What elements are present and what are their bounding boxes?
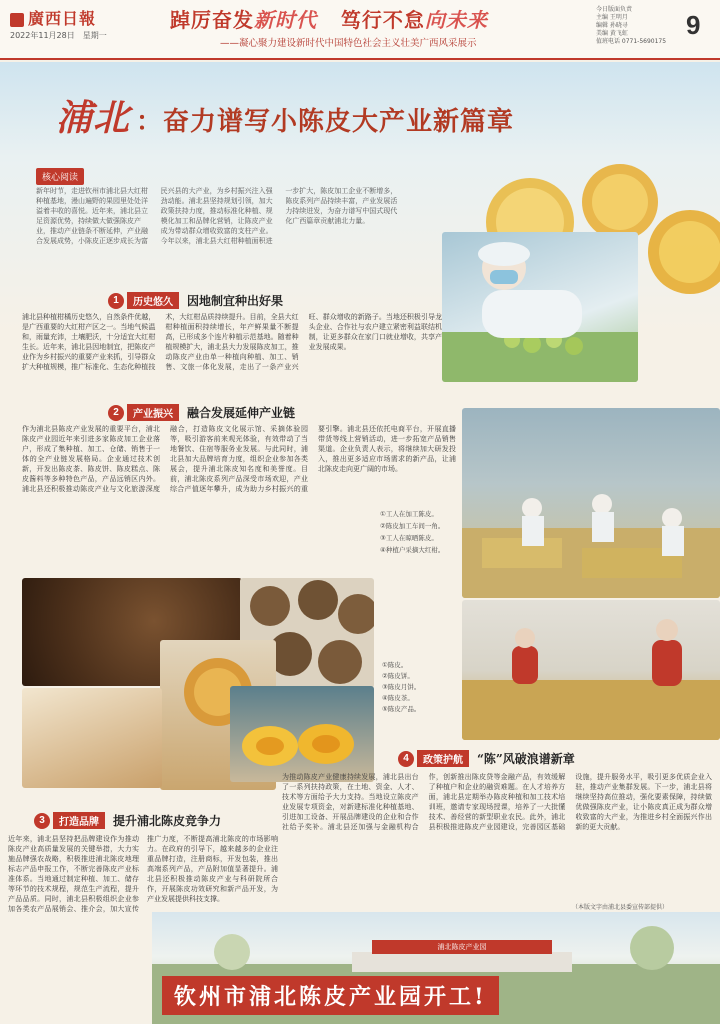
section-4-body: 为推动陈皮产业健康持续发展，浦北县出台了一系列扶持政策，在土地、资金、人才、技术等方面给予大力支持。当地设立陈皮产业发展专项资金，对新建标准化种植基地、引进加工设备、开展品牌建设的企业和合作社给予奖补。浦北县还加强与金融机构合作，创新推出陈皮贷等金融产品，有效缓解了种植户和企业的融资难题。在人才培养方面，浦北县定期举办陈皮种植和加工技术培训班，邀请专家现场授课，培养了一大批懂技术、善经营的新型职业农民。此外，浦北县积极推进陈皮产业园建设，完善园区基础设施，提升服务水平，吸引更多优质企业入驻，推动产业集群发展。下一步，浦北县将继续坚持高位推动，强化要素保障，持续做优做强陈皮产业，让小陈皮真正成为群众增收致富的大产业，为推进乡村全面振兴作出新的更大贡献。 [282,773,712,831]
park-sign: 浦北陈皮产业园 [372,940,552,954]
slogan-part-c: 笃行不怠 [340,8,425,32]
section-title: 融合发展延伸产业链 [187,406,296,420]
logo-text: 廣西日報 [28,9,97,28]
editor-line: 值班电话 0771-5690175 [596,38,667,45]
caption-item: ③陈皮月饼。 [382,683,421,691]
issue-date: 2022年11月28日 星期一 [10,31,107,40]
section-number: 3 [34,813,50,829]
section-number: 1 [108,293,124,309]
section-2-body: 作为浦北县陈皮产业发展的重要平台，浦北陈皮产业园近年来引进多家陈皮加工企业落户，形成了集种植、加工、仓储、销售于一体的全产业链发展格局。企业通过技术创新，开发出陈皮茶、陈皮饼、陈皮糕点、陈皮酱料等多种特色产品，产品远销区内外。浦北县还积极推动陈皮产业与文化旅游深度融合，打造陈皮文化展示馆、采摘体验园等，吸引游客前来观光体验，有效带动了当地餐饮、住宿等服务业发展。与此同时，浦北县加大品牌培育力度，组织企业参加各类展会，提升浦北陈皮知名度和美誉度。目前，浦北陈皮系列产品深受市场欢迎，产业综合产值逐年攀升，成为助力乡村振兴的重要引擎。浦北县还依托电商平台，开展直播带货等线上营销活动，进一步拓宽产品销售渠道。企业负责人表示，将继续加大研发投入，推出更多适应市场需求的新产品，让浦北陈皮走向更广阔的市场。 [22,425,456,493]
worker-illustration [442,232,638,382]
section-1-body: 浦北县种植柑橘历史悠久，自然条件优越，是广西重要的大红柑产区之一。当地气候温和，雨量充沛，土壤肥沃，十分适宜大红柑生长。近年来，浦北县因地制宜，把陈皮产业作为乡村振兴的重要产业来抓，引导群众扩大种植规模，推广标准化、生态化种植技术，大红柑品质持续提升。目前，全县大红柑种植面积持续增长，年产鲜果量不断提高，已形成多个连片种植示范基地。随着种植规模扩大，浦北县大力发展陈皮加工，推动陈皮产业由单一种植向种植、加工、销售、文旅一体化发展，走出了一条产业兴旺、群众增收的新路子。当地还积极引导龙头企业、合作社与农户建立紧密利益联结机制，让更多群众在家门口就业增收，共享产业发展成果。 [22,313,442,371]
sub-slogan: ——凝心聚力建设新时代中国特色社会主义壮美广西风采展示 [220,38,477,49]
factory-illustration [462,408,720,598]
lead-text: 新年时节，走进钦州市浦北县大红柑种植基地，漫山遍野的果园里处处洋溢着丰收的喜悦。近年来，浦北县立足资源优势，持续做大做强陈皮产业，推动产业链条不断延伸，产业融合发展成势，小陈皮正逐步成长为富民兴县的大产业，为乡村振兴注入强劲动能。浦北县坚持规划引领，加大政策扶持力度，推动标准化种植、规模化加工和品牌化营销，让陈皮产业成为带动群众增收致富的支柱产业。今年以来，浦北县大红柑种植面积进一步扩大，陈皮加工企业不断增多，陈皮系列产品持续丰富，产业发展活力持续迸发，为奋力谱写中国式现代化广西篇章贡献浦北力量。 [36,187,398,245]
industrial-park-banner [152,912,720,1024]
section-title: 提升浦北陈皮竞争力 [113,814,222,828]
caption-item: ④陈皮茶。 [382,694,414,702]
editor-line: 主编 王明月 [596,14,628,21]
slogan-part-d: 向未来 [424,8,488,32]
peel-tea-photo [22,688,162,788]
caption-item: ①工人在加工陈皮。 [380,510,438,518]
section-1-heading [108,292,283,309]
slogan-part-b: 新时代 [254,8,317,32]
peel-products-illustration [230,686,374,782]
editor-credits [596,6,682,46]
banner-headline: 钦州市浦北陈皮产业园开工! [162,976,499,1015]
section-3-heading [34,812,221,829]
caption-item: ②陈皮饼。 [382,672,414,680]
photo-captions-products [382,660,464,715]
section-4-heading [398,750,575,767]
caption-item: ③工人在晾晒陈皮。 [380,534,438,542]
page-number: 9 [686,10,701,40]
section-tag: 政策护航 [417,750,469,767]
newspaper-logo [10,6,96,29]
editor-line: 今日版面负责 [596,6,633,13]
section-3-body: 近年来，浦北县坚持把品牌建设作为推动陈皮产业高质量发展的关键举措，大力实施品牌强农战略，积极推进浦北陈皮地理标志产品申报工作，不断完善陈皮产业标准体系。当地通过制定种植、加工、储存等环节的技术规程，规范生产流程，提升产品品质。同时，浦北县积极组织企业参加各类农产品展销会、推介会，加大宣传推广力度，不断提高浦北陈皮的市场影响力。在政府的引导下，越来越多的企业注重品牌打造，注册商标，开发包装，推出高端系列产品，产品附加值显著提升。浦北县还积极推动陈皮产业与科研院所合作，开展陈皮功效研究和新产品开发，为产业发展提供科技支撑。 [8,835,278,913]
headline [56,90,514,141]
caption-item: ②陈皮加工车间一角。 [380,522,445,530]
photo-captions-factory [380,508,464,556]
article-credit: （本版文字由浦北县委宣传部提供） [572,904,669,911]
slogan-part-a: 踔厉奋发 [170,8,254,32]
section-tag: 产业振兴 [127,404,179,421]
drying-field-photo [462,600,720,740]
editor-line: 美编 黄飞虹 [596,30,628,37]
factory-photo [462,408,720,598]
headline-text: ：奋力谱写小陈皮大产业新篇章 [136,107,515,137]
section-title: “陈”风破浪谱新章 [477,752,575,766]
section-2-heading [108,404,295,421]
section-number: 4 [398,751,414,767]
caption-item: ①陈皮。 [382,661,408,669]
caption-item: ④种植户采摘大红柑。 [380,546,445,554]
worker-photo [442,232,638,382]
section-title: 因地制宜种出好果 [187,294,284,308]
editor-line: 编辑 孙晓寻 [596,22,628,29]
caption-item: ⑤陈皮产品。 [382,705,421,713]
headline-place: 浦北 [56,97,131,139]
page-slogan [170,4,488,33]
section-number: 2 [108,405,124,421]
masthead [0,0,720,60]
section-tag: 历史悠久 [127,292,179,309]
peel-products-photo [230,686,374,782]
logo-badge-icon [10,13,24,27]
lead-tag: 核心阅读 [36,168,84,185]
drying-field-illustration [462,600,720,740]
section-tag: 打造品牌 [53,812,105,829]
